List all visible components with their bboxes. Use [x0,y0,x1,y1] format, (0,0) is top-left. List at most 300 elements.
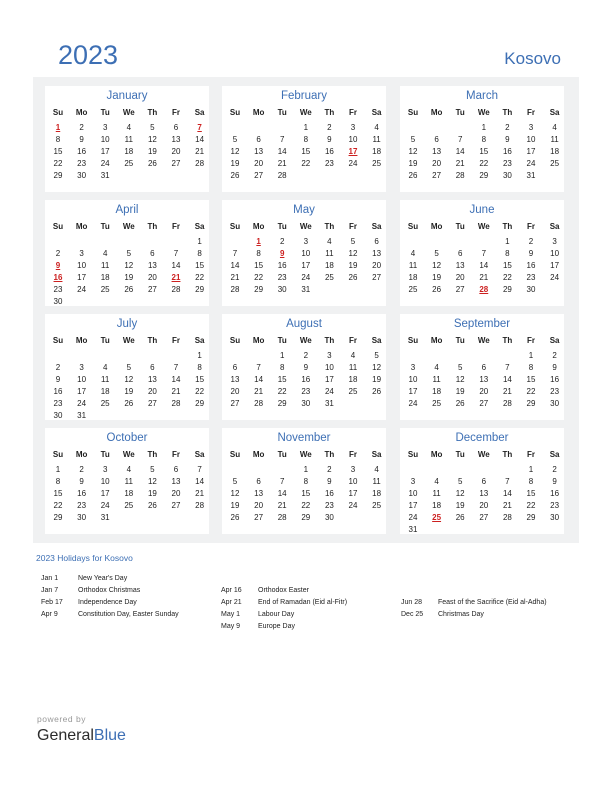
day: 2 [552,351,557,360]
day: 26 [372,387,382,396]
day: 14 [277,489,287,498]
day: 5 [126,249,132,258]
day: 16 [324,147,334,156]
day: 25 [372,501,382,510]
month-name: March [466,90,498,102]
day: 18 [372,147,382,156]
weekday-header: Su [407,222,419,231]
day: 6 [150,363,155,372]
day: 13 [171,135,181,144]
weekday-header: Sa [371,450,382,459]
weekday-header: Tu [455,450,465,459]
weekday-header: We [122,108,135,117]
day: 22 [301,501,311,510]
day: 3 [303,237,309,246]
day: 9 [552,477,557,486]
weekday-header: Su [52,222,64,231]
day: 4 [350,351,356,360]
day: 30 [301,399,311,408]
day: 7 [173,363,179,372]
day: 11 [101,261,110,270]
day: 23 [77,501,87,510]
day: 23 [502,159,512,168]
day: 20 [479,501,489,510]
day: 29 [526,513,536,522]
day: 2 [505,123,510,132]
day: 8 [279,363,285,372]
day: 11 [432,375,441,384]
holiday-date: Apr 16 [221,587,242,594]
day: 22 [195,387,205,396]
weekday-header: Fr [172,450,180,459]
day: 27 [171,159,181,168]
holiday-name: End of Ramadan (Eid al-Fitr) [258,599,348,606]
day: 6 [173,465,179,474]
day: 12 [408,147,418,156]
weekday-header: Sa [194,450,205,459]
weekday-header: Tu [455,222,465,231]
day: 4 [410,249,416,258]
day: 8 [197,363,202,372]
day: 12 [124,375,134,384]
weekday-header: Tu [277,108,287,117]
month-name: April [115,204,139,216]
weekday-header: Th [502,336,513,345]
day: 23 [550,501,560,510]
day: 25 [408,285,418,294]
day: 5 [150,465,155,474]
weekday-header: Su [229,222,241,231]
day: 22 [195,273,205,282]
holiday-day: 1 [256,237,261,246]
weekday-header: Th [324,222,335,231]
day: 24 [100,501,110,510]
day: 21 [171,387,181,396]
day: 8 [528,477,534,486]
day: 24 [550,273,560,282]
day: 25 [372,159,382,168]
day: 20 [147,273,157,282]
day: 6 [150,249,155,258]
day: 21 [479,273,489,282]
day: 14 [171,375,181,384]
day: 2 [279,237,285,246]
weekday-header: Th [147,450,158,459]
day: 13 [432,147,442,156]
day: 24 [408,399,418,408]
weekday-header: Mo [252,108,265,117]
day: 6 [173,123,179,132]
weekday-header: Th [147,336,158,345]
day: 23 [277,273,287,282]
day: 15 [526,489,536,498]
day: 7 [279,477,285,486]
day: 16 [77,489,87,498]
month-name: May [293,204,315,216]
day: 24 [348,501,358,510]
day: 13 [455,261,465,270]
day: 30 [277,285,287,294]
day: 6 [374,237,379,246]
day: 24 [77,285,87,294]
day: 7 [232,249,238,258]
day: 28 [171,285,181,294]
day: 31 [301,285,311,294]
month-name: November [277,432,331,444]
holiday-date: Dec 25 [401,611,424,618]
day: 2 [327,123,332,132]
day: 22 [53,501,63,510]
day: 11 [432,489,441,498]
weekday-header: Fr [172,336,180,345]
day: 19 [230,501,240,510]
day: 18 [432,387,442,396]
day: 18 [100,387,110,396]
day: 4 [102,363,108,372]
day: 11 [124,135,133,144]
day: 21 [455,159,465,168]
weekday-header: We [477,108,490,117]
day: 15 [254,261,264,270]
day: 26 [455,513,465,522]
day: 27 [254,513,264,522]
day: 3 [528,123,534,132]
day: 29 [53,513,63,522]
holiday-day: 25 [432,513,442,522]
day: 5 [126,363,132,372]
weekday-header: Fr [527,108,535,117]
weekday-header: Fr [349,450,357,459]
day: 5 [232,477,238,486]
day: 1 [197,351,202,360]
month-may [222,200,386,306]
weekday-header: We [299,108,312,117]
day: 19 [124,273,134,282]
weekday-header: Th [147,222,158,231]
day: 25 [324,273,334,282]
day: 14 [277,147,287,156]
holiday-date: Jan 7 [41,587,59,594]
day: 17 [550,261,560,270]
holiday-name: Orthodox Easter [258,587,309,594]
day: 31 [100,513,110,522]
day: 30 [77,171,87,180]
day: 3 [102,123,108,132]
day: 22 [479,159,489,168]
day: 21 [277,159,287,168]
day: 17 [100,489,110,498]
day: 8 [303,135,309,144]
day: 12 [455,375,465,384]
day: 9 [327,135,332,144]
day: 1 [279,351,285,360]
day: 30 [77,513,87,522]
day: 8 [256,249,261,258]
day: 14 [230,261,240,270]
day: 21 [254,387,264,396]
day: 20 [479,387,489,396]
day: 10 [408,375,418,384]
day: 8 [55,477,61,486]
day: 29 [53,171,63,180]
day: 7 [279,135,285,144]
day: 31 [77,411,87,420]
day: 28 [195,501,205,510]
day: 6 [481,363,487,372]
day: 4 [434,477,439,486]
generalblue-logo [37,727,126,745]
weekday-header: Mo [75,336,88,345]
weekday-header: Mo [75,450,88,459]
weekday-header: We [477,222,490,231]
day: 18 [432,501,442,510]
day: 3 [350,465,356,474]
month-february [222,86,386,192]
holiday-name: Orthodox Christmas [78,587,141,594]
day: 1 [303,465,309,474]
day: 17 [324,375,334,384]
day: 30 [53,297,63,306]
day: 25 [124,159,134,168]
day: 2 [528,237,534,246]
holiday-name: Labour Day [258,611,295,618]
day: 8 [505,249,510,258]
weekday-header: We [299,336,312,345]
day: 21 [195,147,205,156]
month-name: February [280,90,328,102]
weekday-header: Th [324,450,335,459]
day: 18 [348,375,358,384]
day: 8 [303,477,309,486]
holiday-date: Jun 28 [401,599,423,606]
month-august [222,314,386,420]
day: 27 [455,285,465,294]
weekday-header: Tu [100,108,110,117]
day: 24 [100,159,110,168]
day: 14 [502,375,512,384]
day: 14 [254,375,264,384]
day: 18 [100,273,110,282]
holiday-name: Feast of the Sacrifice (Eid al-Adha) [438,599,547,606]
day: 17 [408,387,418,396]
day: 18 [550,147,560,156]
day: 22 [254,273,264,282]
day: 7 [505,363,510,372]
day: 17 [526,147,536,156]
weekday-header: Mo [252,336,265,345]
day: 9 [79,135,84,144]
day: 21 [502,501,512,510]
day: 9 [552,363,557,372]
day: 11 [408,261,418,270]
day: 21 [502,387,512,396]
weekday-header: Tu [100,222,110,231]
day: 25 [550,159,560,168]
day: 13 [230,375,240,384]
day: 27 [147,285,157,294]
day: 13 [254,147,264,156]
weekday-header: Mo [430,336,443,345]
weekday-header: We [122,222,135,231]
day: 2 [327,465,332,474]
day: 11 [550,135,559,144]
day: 14 [195,477,205,486]
weekday-header: Mo [252,222,265,231]
day: 9 [55,375,61,384]
day: 29 [277,399,287,408]
day: 2 [552,465,557,474]
weekday-header: Th [324,336,335,345]
day: 28 [195,159,205,168]
holiday-day: 9 [55,261,61,270]
month-june [400,200,564,306]
day: 29 [502,285,512,294]
day: 17 [348,489,358,498]
day: 19 [124,387,134,396]
weekday-header: Sa [549,222,560,231]
weekday-header: Tu [277,336,287,345]
day: 11 [101,375,110,384]
month-name: September [453,318,511,330]
day: 13 [372,249,382,258]
day: 28 [277,171,287,180]
day: 12 [147,477,157,486]
day: 10 [348,135,358,144]
day: 12 [372,363,382,372]
day: 31 [324,399,334,408]
day: 30 [550,513,560,522]
day: 28 [230,285,240,294]
day: 18 [124,489,134,498]
day: 3 [102,465,108,474]
day: 20 [230,387,240,396]
day: 28 [502,399,512,408]
holiday-date: Apr 9 [41,611,58,618]
day: 24 [526,159,536,168]
day: 10 [100,477,110,486]
day: 16 [526,261,536,270]
day: 16 [550,375,560,384]
day: 2 [55,249,61,258]
month-march [400,86,564,192]
day: 19 [147,489,157,498]
day: 19 [147,147,157,156]
weekday-header: Mo [430,450,443,459]
holiday-day: 21 [171,273,181,282]
day: 23 [53,285,63,294]
month-october [45,428,209,534]
day: 9 [79,477,84,486]
day: 9 [505,135,510,144]
day: 21 [195,489,205,498]
weekday-header: Fr [172,108,180,117]
day: 16 [301,375,311,384]
day: 4 [434,363,439,372]
day: 13 [171,477,181,486]
day: 6 [256,477,261,486]
day: 28 [254,399,264,408]
day: 29 [479,171,489,180]
holiday-name: Independence Day [78,599,137,606]
weekday-header: Th [147,108,158,117]
day: 10 [77,261,87,270]
day: 17 [77,273,87,282]
day: 9 [303,363,309,372]
holiday-date: May 9 [221,623,241,630]
day: 5 [410,135,416,144]
day: 12 [124,261,134,270]
day: 23 [301,387,311,396]
day: 30 [502,171,512,180]
day: 14 [455,147,465,156]
day: 23 [77,159,87,168]
day: 9 [327,477,332,486]
day: 26 [230,171,240,180]
day: 30 [324,513,334,522]
day: 18 [124,147,134,156]
weekday-header: Sa [194,222,205,231]
day: 16 [550,489,560,498]
day: 19 [455,387,465,396]
day: 3 [410,477,416,486]
day: 1 [303,123,309,132]
day: 1 [197,237,202,246]
day: 30 [526,285,536,294]
day: 11 [325,249,334,258]
holiday-day: 16 [53,273,63,282]
weekday-header: We [477,336,490,345]
day: 13 [147,261,157,270]
day: 11 [372,135,381,144]
day: 10 [77,375,87,384]
day: 26 [124,285,134,294]
weekday-header: Fr [527,336,535,345]
month-name: October [106,432,148,444]
day: 18 [372,489,382,498]
day: 3 [552,237,557,246]
day: 13 [479,375,489,384]
day: 17 [301,261,311,270]
day: 5 [232,135,238,144]
day: 20 [254,501,264,510]
weekday-header: Su [52,336,64,345]
day: 27 [230,399,240,408]
day: 29 [254,285,264,294]
weekday-header: Su [229,108,241,117]
month-name: December [455,432,509,444]
day: 8 [528,363,534,372]
day: 6 [457,249,463,258]
day: 5 [434,249,439,258]
holiday-day: 28 [479,285,489,294]
day: 28 [455,171,465,180]
day: 5 [374,351,379,360]
day: 14 [195,135,205,144]
day: 8 [481,135,487,144]
day: 27 [254,171,264,180]
day: 21 [277,501,287,510]
weekday-header: We [122,450,135,459]
month-january [45,86,209,192]
weekday-header: Mo [430,222,443,231]
weekday-header: Tu [455,108,465,117]
weekday-header: Th [502,108,513,117]
weekday-header: Th [502,222,513,231]
day: 26 [348,273,358,282]
day: 21 [230,273,240,282]
day: 4 [374,123,379,132]
day: 22 [277,387,287,396]
